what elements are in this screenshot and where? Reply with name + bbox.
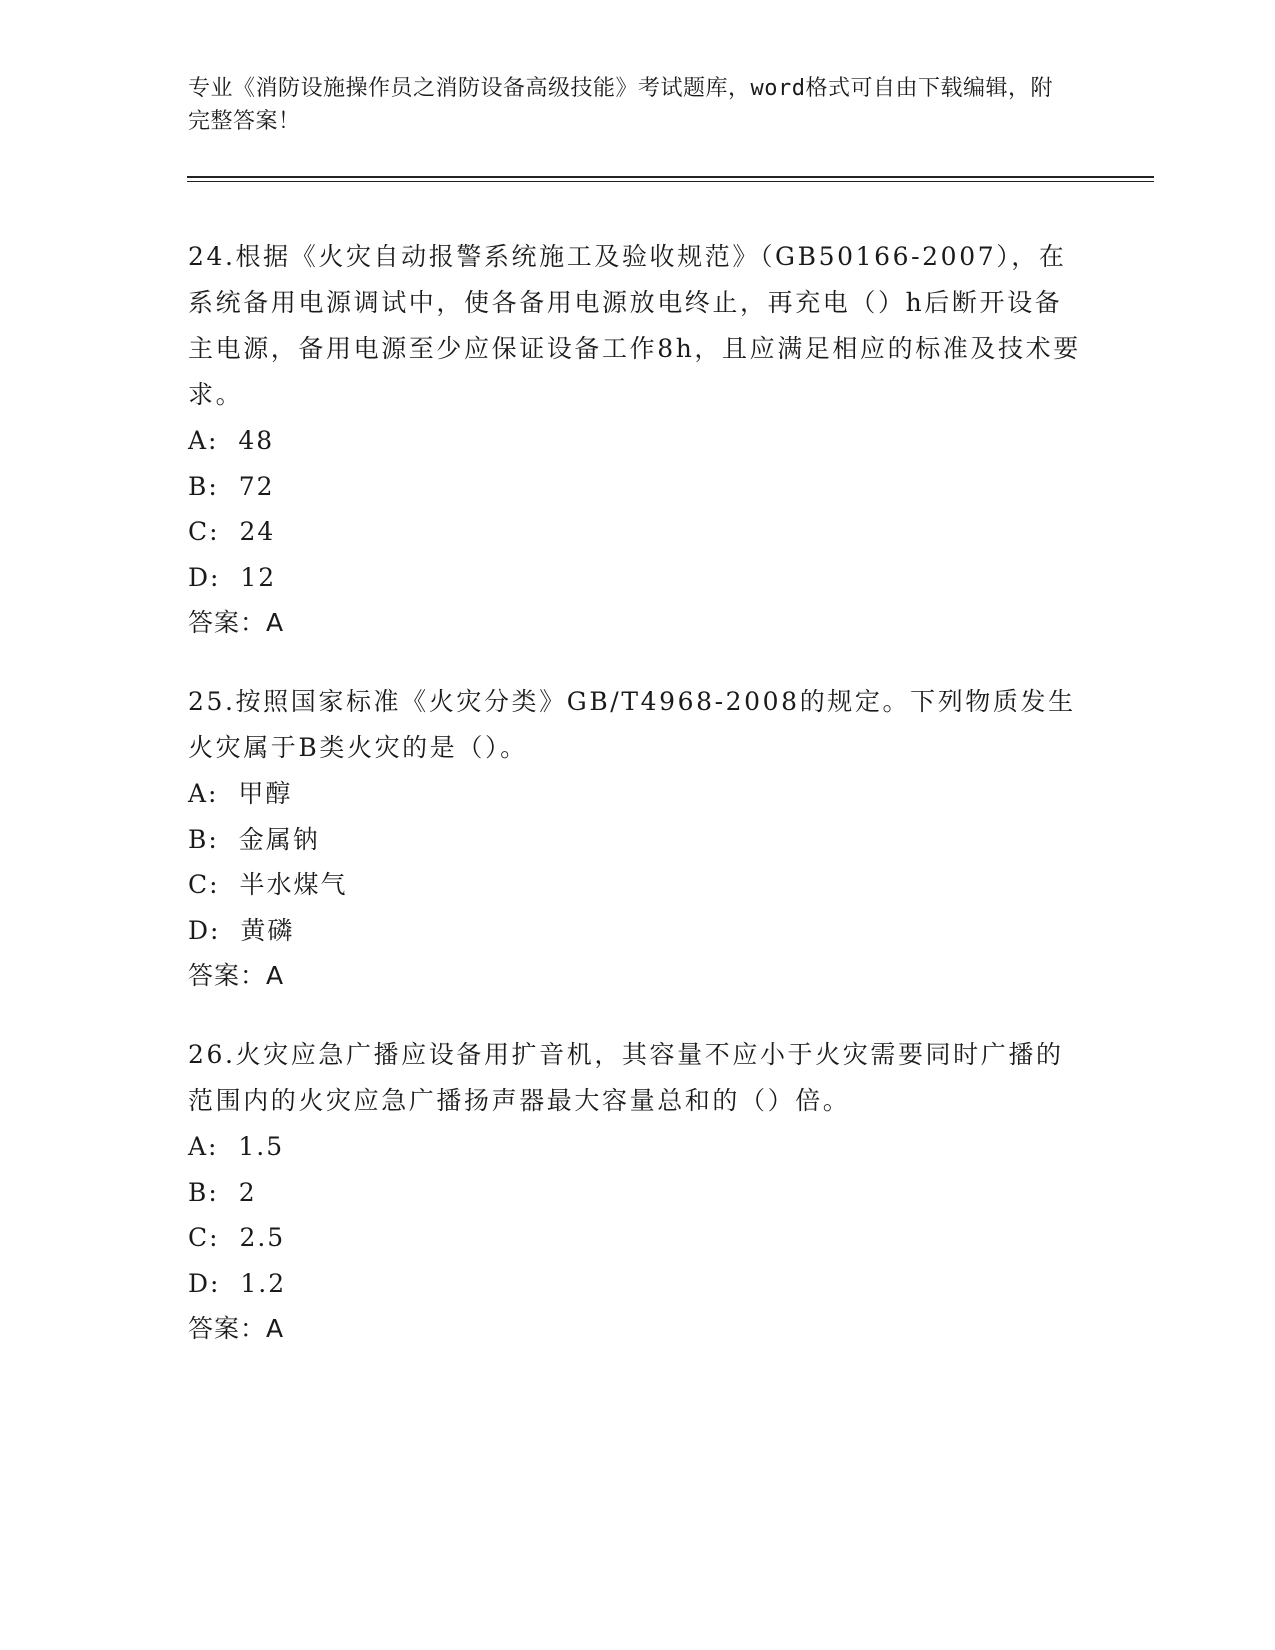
option-c: C: 半水煤气 (188, 870, 348, 899)
question-26 (188, 1032, 1088, 1352)
document-header: 专业《消防设施操作员之消防设备高级技能》考试题库，word格式可自由下载编辑，附完整答案！ (188, 76, 1053, 134)
option-b: B: 72 (188, 471, 275, 501)
question-24 (188, 234, 1088, 646)
answer-label: 答案：A (188, 608, 285, 637)
option-d: D: 12 (188, 562, 277, 592)
question-25 (188, 679, 1088, 999)
question-list (188, 234, 1088, 1385)
option-d: D: 1.2 (188, 1268, 287, 1298)
question-stem: 26.火灾应急广播应设备用扩音机，其容量不应小于火灾需要同时广播的范围内的火灾应急广播扬声器最大容量总和的（）倍。 (188, 1040, 1064, 1115)
option-a: A: 甲醇 (188, 779, 293, 808)
option-c: C: 24 (188, 517, 276, 546)
option-d: D: 黄磷 (188, 915, 295, 945)
answer-label: 答案：A (188, 1314, 285, 1343)
option-b: B: 2 (188, 1177, 257, 1207)
question-stem: 24.根据《火灾自动报警系统施工及验收规范》（GB50166-2007），在系统备用电源调试中，使各备用电源放电终止，再充电（）h后断开设备主电源，备用电源至少应保证设备工作8h，且应满足相应的标准及技术要求。 (188, 242, 1081, 409)
header-divider (187, 176, 1154, 178)
option-b: B: 金属钠 (188, 824, 320, 854)
option-c: C: 2.5 (188, 1223, 286, 1252)
option-a: A: 48 (188, 426, 275, 455)
answer-label: 答案：A (188, 961, 285, 990)
header-divider-thin (187, 181, 1154, 182)
option-a: A: 1.5 (188, 1132, 285, 1161)
question-stem: 25.按照国家标准《火灾分类》GB/T4968-2008的规定。下列物质发生火灾属于B类火灾的是（）。 (188, 687, 1076, 762)
